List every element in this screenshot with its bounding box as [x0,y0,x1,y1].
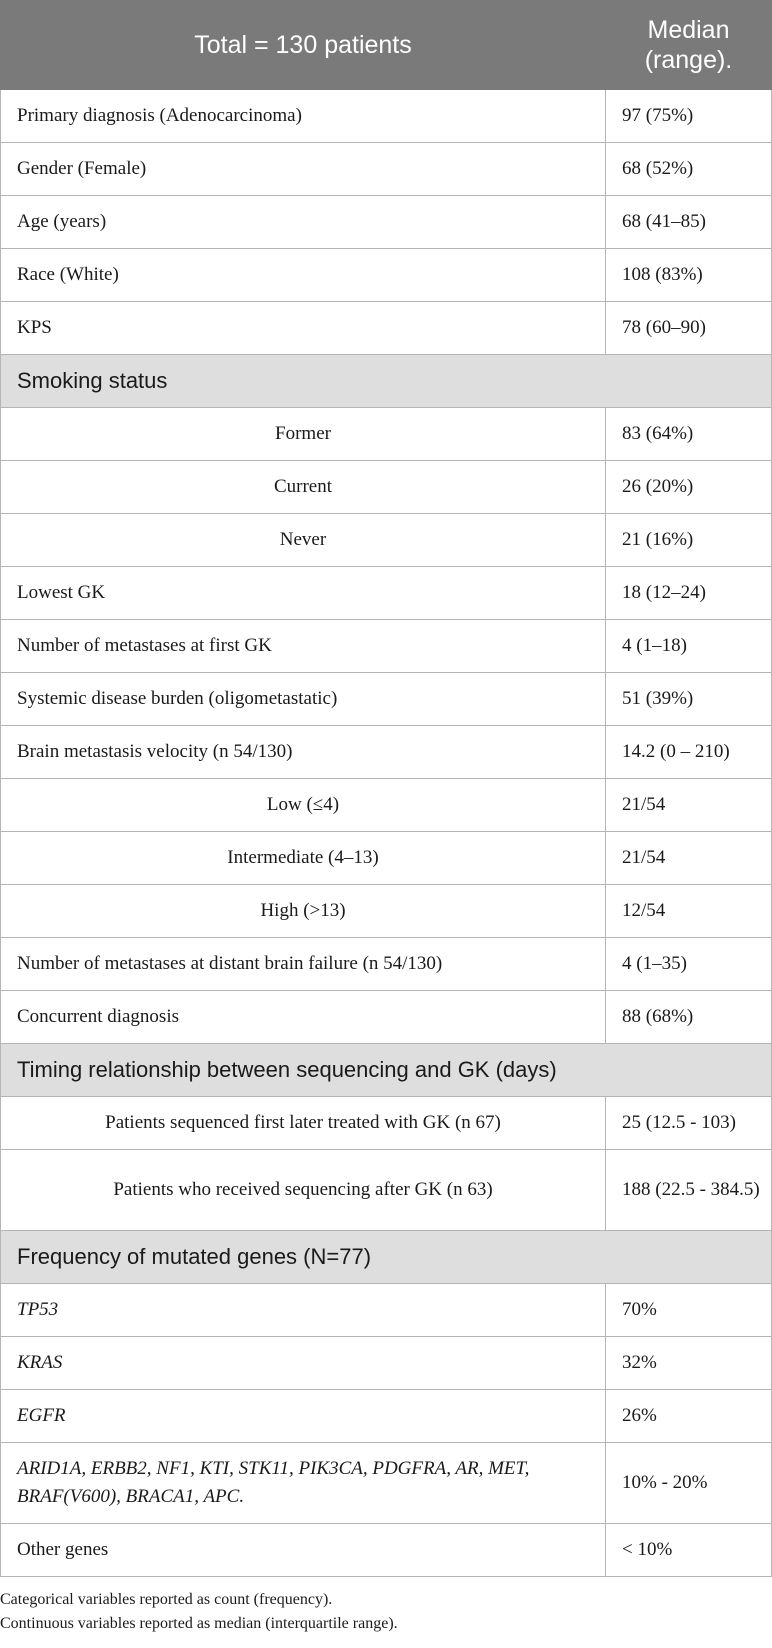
row-label: Primary diagnosis (Adenocarcinoma) [1,90,606,143]
row-label: Concurrent diagnosis [1,991,606,1044]
table-row [1,196,772,249]
row-value: 21/54 [606,779,772,832]
table-header-row [1,1,772,90]
row-value: 25 (12.5 - 103) [606,1097,772,1150]
row-label: Patients who received sequencing after GK (n 63) [1,1150,606,1231]
gene-label: KRAS [1,1337,606,1390]
row-value: 83 (64%) [606,408,772,461]
table-row [1,249,772,302]
row-label: High (>13) [1,885,606,938]
table-row [1,461,772,514]
row-value: 51 (39%) [606,673,772,726]
table-row [1,832,772,885]
row-label: Gender (Female) [1,143,606,196]
row-label: Never [1,514,606,567]
table-row [1,620,772,673]
row-value: 12/54 [606,885,772,938]
header-total-patients: Total = 130 patients [1,1,606,90]
row-value: 68 (41–85) [606,196,772,249]
row-value: 108 (83%) [606,249,772,302]
footnote: Continuous variables reported as median (interquartile range). [0,1615,398,1632]
table-row [1,1443,772,1524]
table-row [1,1284,772,1337]
row-label: Other genes [1,1524,606,1577]
row-value: 18 (12–24) [606,567,772,620]
row-label: Age (years) [1,196,606,249]
row-label: Race (White) [1,249,606,302]
row-label: Former [1,408,606,461]
table-row [1,1337,772,1390]
section-header-genes [1,1231,772,1284]
table-row [1,408,772,461]
section-title: Frequency of mutated genes (N=77) [1,1231,772,1284]
table-row [1,726,772,779]
footnote: Categorical variables reported as count (frequency). [0,1591,333,1608]
table-footnotes [0,1588,398,1636]
row-label: Low (≤4) [1,779,606,832]
row-value: 188 (22.5 - 384.5) [606,1150,772,1231]
row-label: Current [1,461,606,514]
row-label: Brain metastasis velocity (n 54/130) [1,726,606,779]
row-value: 97 (75%) [606,90,772,143]
table-row [1,938,772,991]
row-value: 4 (1–35) [606,938,772,991]
table-row [1,1150,772,1231]
section-header-smoking [1,355,772,408]
section-title: Timing relationship between sequencing and GK (days) [1,1044,772,1097]
table-row [1,514,772,567]
row-value: 70% [606,1284,772,1337]
table-row [1,302,772,355]
row-value: 78 (60–90) [606,302,772,355]
section-header-timing [1,1044,772,1097]
row-label: Patients sequenced first later treated with GK (n 67) [1,1097,606,1150]
table-row [1,673,772,726]
row-value: 10% - 20% [606,1443,772,1524]
row-value: 21/54 [606,832,772,885]
table-row [1,1097,772,1150]
row-label: KPS [1,302,606,355]
row-value: 14.2 (0 – 210) [606,726,772,779]
row-value: 88 (68%) [606,991,772,1044]
row-label: Systemic disease burden (oligometastatic) [1,673,606,726]
row-value: 21 (16%) [606,514,772,567]
row-label: Lowest GK [1,567,606,620]
row-value: < 10% [606,1524,772,1577]
row-label: Intermediate (4–13) [1,832,606,885]
table-row [1,567,772,620]
gene-label: ARID1A, ERBB2, NF1, KTI, STK11, PIK3CA, PDGFRA, AR, MET, BRAF(V600), BRACA1, APC. [1,1443,606,1524]
section-title: Smoking status [1,355,772,408]
row-value: 68 (52%) [606,143,772,196]
table-row [1,143,772,196]
row-value: 26% [606,1390,772,1443]
table-row [1,1524,772,1577]
row-value: 32% [606,1337,772,1390]
gene-label: EGFR [1,1390,606,1443]
table-row [1,885,772,938]
gene-label: TP53 [1,1284,606,1337]
header-median-range: Median (range). [606,1,772,90]
table-row [1,90,772,143]
table-row [1,779,772,832]
row-label: Number of metastases at first GK [1,620,606,673]
row-value: 26 (20%) [606,461,772,514]
row-label: Number of metastases at distant brain failure (n 54/130) [1,938,606,991]
table-row [1,991,772,1044]
row-value: 4 (1–18) [606,620,772,673]
table-row [1,1390,772,1443]
